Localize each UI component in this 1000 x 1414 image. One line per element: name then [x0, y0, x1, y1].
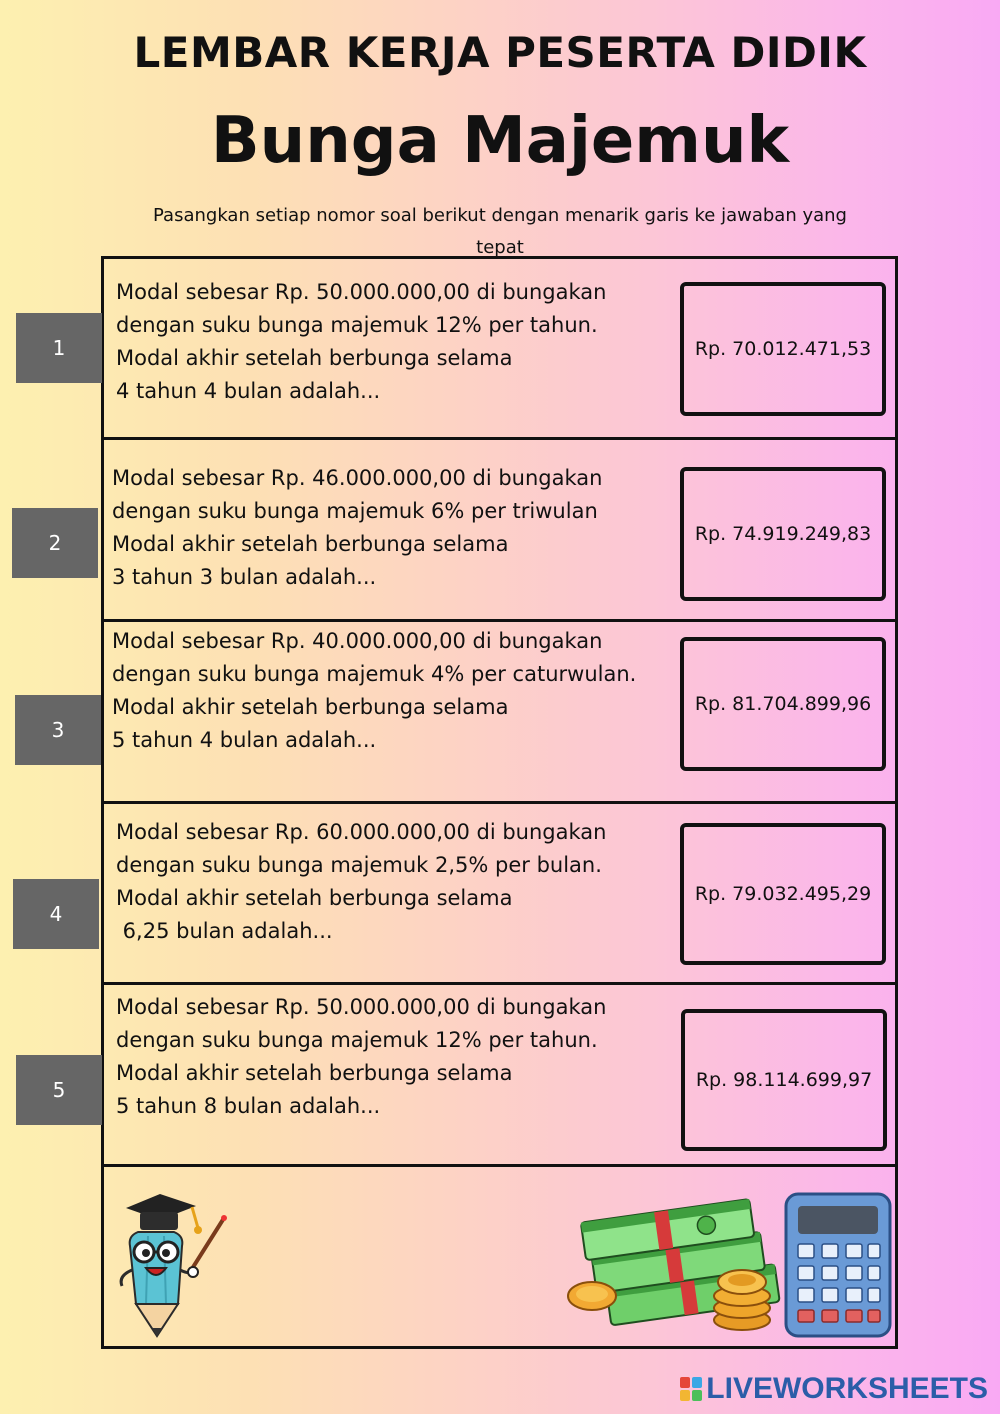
- question-number-5[interactable]: 5: [16, 1055, 102, 1125]
- question-line: dengan suku bunga majemuk 2,5% per bulan.: [116, 853, 602, 877]
- question-line: Modal akhir setelah berbunga selama: [116, 886, 513, 910]
- question-line: dengan suku bunga majemuk 6% per triwulan: [112, 499, 598, 523]
- answer-box-5[interactable]: Rp. 98.114.699,97: [681, 1009, 887, 1151]
- answer-box-3[interactable]: Rp. 81.704.899,96: [680, 637, 886, 771]
- instructions: [100, 200, 900, 264]
- money-coins-calculator-icon: [566, 1192, 892, 1338]
- instruction-line-2: tepat: [476, 237, 524, 258]
- answer-box-4[interactable]: Rp. 79.032.495,29: [680, 823, 886, 965]
- question-text-4: [116, 816, 606, 948]
- question-line: Modal akhir setelah berbunga selama: [112, 695, 509, 719]
- pencil-graduate-mascot-icon: [108, 1186, 230, 1338]
- answer-box-2[interactable]: Rp. 74.919.249,83: [680, 467, 886, 601]
- question-text-1: [116, 276, 606, 408]
- question-line: Modal akhir setelah berbunga selama: [116, 346, 513, 370]
- worksheet-heading: LEMBAR KERJA PESERTA DIDIK: [133, 28, 867, 77]
- question-line: dengan suku bunga majemuk 4% per caturwulan.: [112, 662, 637, 686]
- liveworksheets-badge-icon: [680, 1377, 702, 1401]
- question-line: Modal sebesar Rp. 50.000.000,00 di bungakan: [116, 995, 607, 1019]
- question-line: 3 tahun 3 bulan adalah...: [112, 565, 377, 589]
- answer-box-1[interactable]: Rp. 70.012.471,53: [680, 282, 886, 416]
- question-number-3[interactable]: 3: [15, 695, 101, 765]
- page-title: Bunga Majemuk: [210, 104, 790, 178]
- question-number-4[interactable]: 4: [13, 879, 99, 949]
- question-line: 6,25 bulan adalah...: [116, 919, 333, 943]
- brand-text: LIVEWORKSHEETS: [706, 1372, 988, 1405]
- row-divider: [101, 437, 898, 440]
- question-line: Modal sebesar Rp. 60.000.000,00 di bungakan: [116, 820, 607, 844]
- question-line: 5 tahun 8 bulan adalah...: [116, 1094, 381, 1118]
- question-line: Modal akhir setelah berbunga selama: [116, 1061, 513, 1085]
- question-text-3: [112, 625, 636, 757]
- row-divider: [101, 619, 898, 622]
- question-text-2: [112, 462, 602, 594]
- liveworksheets-logo[interactable]: [680, 1372, 988, 1406]
- instruction-line-1: Pasangkan setiap nomor soal berikut dengan menarik garis ke jawaban yang: [153, 205, 847, 226]
- question-line: dengan suku bunga majemuk 12% per tahun.: [116, 313, 598, 337]
- question-line: Modal sebesar Rp. 40.000.000,00 di bungakan: [112, 629, 603, 653]
- question-line: dengan suku bunga majemuk 12% per tahun.: [116, 1028, 598, 1052]
- question-line: 5 tahun 4 bulan adalah...: [112, 728, 377, 752]
- row-divider: [101, 801, 898, 804]
- question-number-1[interactable]: 1: [16, 313, 102, 383]
- row-divider: [101, 1164, 898, 1167]
- question-line: 4 tahun 4 bulan adalah...: [116, 379, 381, 403]
- row-divider: [101, 982, 898, 985]
- question-line: Modal sebesar Rp. 46.000.000,00 di bungakan: [112, 466, 603, 490]
- question-line: Modal akhir setelah berbunga selama: [112, 532, 509, 556]
- question-line: Modal sebesar Rp. 50.000.000,00 di bungakan: [116, 280, 607, 304]
- question-number-2[interactable]: 2: [12, 508, 98, 578]
- question-text-5: [116, 991, 606, 1123]
